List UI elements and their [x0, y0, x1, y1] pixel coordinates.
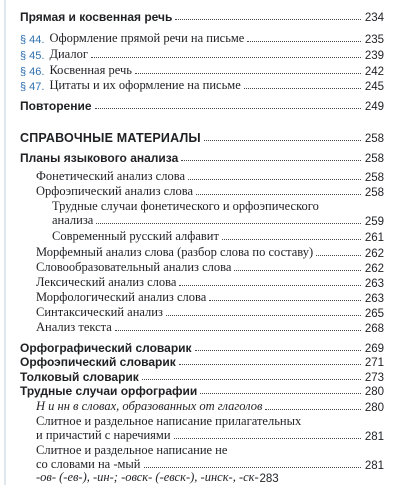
- toc-title: Орфоэпический словарик: [20, 355, 176, 369]
- leader-dots: [179, 285, 361, 286]
- toc-page: 258: [364, 153, 384, 165]
- leader-dots: [166, 315, 361, 316]
- toc-title: -ов- (-ев-), -ин-; -овск- (-евск-), -инск-, -ск-: [36, 470, 259, 484]
- toc-title: Морфологический анализ слова: [36, 290, 207, 304]
- leader-dots: [96, 223, 361, 224]
- toc-page: 262: [364, 263, 384, 275]
- toc-title: Морфемный анализ слова (разбор слова по составу): [36, 245, 314, 259]
- toc-paragraph[interactable]: [20, 63, 384, 78]
- toc-title: Орфографический словарик: [20, 341, 192, 355]
- toc-item[interactable]: [36, 305, 384, 320]
- leader-dots: [179, 364, 361, 365]
- toc-title: Трудные случаи орфографии: [20, 384, 198, 398]
- leader-dots: [196, 194, 361, 195]
- toc-page: 239: [364, 50, 384, 62]
- toc-item[interactable]: [36, 399, 384, 414]
- toc-title: Словообразовательный анализ слова: [36, 260, 232, 274]
- toc-title: Синтаксический анализ: [36, 305, 163, 319]
- toc-page: 283: [259, 473, 279, 485]
- toc-title: Цитаты и их оформление на письме: [49, 78, 241, 92]
- leader-dots: [91, 57, 361, 58]
- toc-item[interactable]: [36, 428, 384, 443]
- toc-title: Планы языкового анализа: [20, 151, 179, 165]
- toc-title: со словами на -мый: [36, 457, 141, 471]
- toc-paragraph[interactable]: [20, 31, 384, 46]
- leader-dots: [247, 41, 361, 42]
- toc-page: 280: [364, 386, 384, 398]
- toc-paragraph[interactable]: [20, 47, 384, 62]
- toc-page: 258: [364, 187, 384, 199]
- leader-dots: [234, 270, 361, 271]
- toc-page: 242: [364, 66, 384, 78]
- leader-dots: [316, 255, 361, 256]
- toc-page: 281: [364, 460, 384, 472]
- paragraph-number: § 45.: [20, 50, 45, 62]
- toc-page: 234: [364, 12, 384, 24]
- leader-dots: [244, 88, 361, 89]
- toc-subitem[interactable]: [52, 213, 384, 228]
- toc-paragraph[interactable]: [20, 78, 384, 93]
- toc-item[interactable]: [36, 169, 384, 184]
- toc-page: 269: [364, 343, 384, 355]
- leader-dots: [174, 438, 361, 439]
- toc-title: Н и нн в словах, образованных от глаголов: [36, 399, 263, 413]
- toc-page: 262: [364, 248, 384, 260]
- toc-title: Диалог: [49, 47, 88, 61]
- toc-section[interactable]: [20, 151, 384, 165]
- leader-dots: [188, 179, 361, 180]
- leader-dots: [142, 379, 361, 380]
- toc-item[interactable]: [36, 470, 384, 485]
- toc-section[interactable]: [20, 10, 384, 24]
- toc-title: Косвенная речь: [49, 63, 132, 77]
- toc-item-line1: Слитное и раздельное написание прилагательных: [36, 414, 302, 428]
- leader-dots: [265, 409, 361, 410]
- paragraph-number: § 47.: [20, 81, 45, 93]
- toc-page: 273: [364, 372, 384, 384]
- toc-title: Толковый словарик: [20, 370, 139, 384]
- leader-dots: [209, 300, 361, 301]
- toc-page: 281: [364, 431, 384, 443]
- toc-section[interactable]: [20, 370, 384, 384]
- toc-section[interactable]: [20, 384, 384, 398]
- margin-bar: [4, 0, 6, 485]
- toc-page: 259: [364, 216, 384, 228]
- leader-dots: [181, 160, 361, 161]
- toc-item[interactable]: [36, 290, 384, 305]
- toc-item-line1: Слитное и раздельное написание не: [36, 443, 228, 457]
- toc-title: Орфоэпический анализ слова: [36, 184, 194, 198]
- toc-page: 249: [364, 101, 384, 113]
- toc-section[interactable]: [20, 355, 384, 369]
- toc-page: 271: [364, 357, 384, 369]
- toc-item[interactable]: [36, 320, 384, 335]
- toc-title: Современный русский алфавит: [52, 229, 219, 243]
- toc-page: 263: [364, 278, 384, 290]
- leader-dots: [135, 73, 361, 74]
- toc-item[interactable]: [36, 184, 384, 199]
- toc-part-heading[interactable]: [20, 131, 384, 145]
- leader-dots: [175, 19, 361, 20]
- toc-section[interactable]: [20, 99, 384, 113]
- toc-item[interactable]: [36, 275, 384, 290]
- toc-page: 235: [364, 34, 384, 46]
- toc-item[interactable]: [36, 245, 384, 260]
- toc-title: Повторение: [20, 99, 92, 113]
- leader-dots: [144, 467, 362, 468]
- leader-dots: [195, 350, 361, 351]
- toc-title: Прямая и косвенная речь: [20, 10, 173, 24]
- toc-title: анализа: [52, 213, 94, 227]
- leader-dots: [115, 330, 361, 331]
- toc-page: 258: [364, 133, 384, 145]
- toc-page: 280: [364, 402, 384, 414]
- toc-title: Анализ текста: [36, 320, 112, 334]
- toc-title: СПРАВОЧНЫЕ МАТЕРИАЛЫ: [20, 131, 201, 145]
- toc-title: и причастий с наречиями: [36, 428, 171, 442]
- leader-dots: [95, 108, 361, 109]
- toc-page: 268: [364, 323, 384, 335]
- toc-title: Лексический анализ слова: [36, 275, 177, 289]
- toc-title: Фонетический анализ слова: [36, 169, 185, 183]
- toc-title: Оформление прямой речи на письме: [49, 31, 245, 45]
- leader-dots: [200, 393, 361, 394]
- leader-dots: [204, 140, 361, 141]
- toc-item[interactable]: [36, 260, 384, 275]
- toc-page: 265: [364, 308, 384, 320]
- toc-subitem-line1: Трудные случаи фонетического и орфоэпического: [52, 199, 319, 213]
- toc-page: 263: [364, 293, 384, 305]
- toc-section[interactable]: [20, 341, 384, 355]
- paragraph-number: § 44.: [20, 34, 45, 46]
- toc-page: 261: [364, 232, 384, 244]
- toc-subitem[interactable]: [52, 229, 384, 244]
- toc-page: 258: [364, 172, 384, 184]
- paragraph-number: § 46.: [20, 66, 45, 78]
- leader-dots: [222, 239, 361, 240]
- toc-page: 245: [364, 81, 384, 93]
